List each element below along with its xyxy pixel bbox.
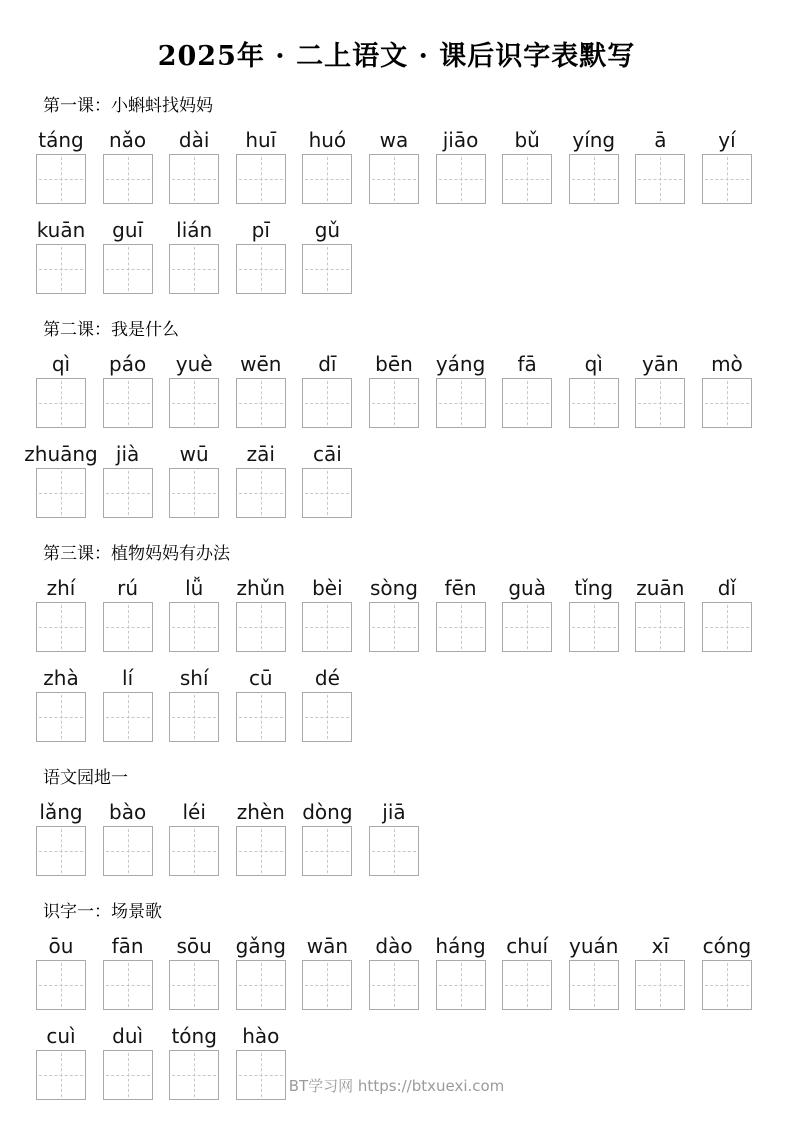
watermark-footer: BT学习网 https://btxuexi.com bbox=[288, 1077, 505, 1095]
section-heading: 第二课：我是什么 bbox=[43, 320, 179, 340]
pinyin-label: háng bbox=[435, 934, 486, 958]
pinyin-label: qì bbox=[51, 352, 71, 376]
pinyin-cell bbox=[569, 933, 619, 1010]
pinyin-label: zāi bbox=[246, 442, 275, 466]
box-center-hline bbox=[305, 627, 349, 628]
writing-box bbox=[236, 154, 286, 204]
pinyin-cell bbox=[36, 217, 86, 294]
pinyin-label: yíng bbox=[572, 128, 616, 152]
pinyin-cell bbox=[502, 351, 552, 428]
writing-box bbox=[369, 154, 419, 204]
box-center-hline bbox=[39, 269, 83, 270]
writing-box bbox=[169, 826, 219, 876]
writing-box bbox=[635, 960, 685, 1010]
section-heading: 第三课：植物妈妈有办法 bbox=[43, 544, 230, 564]
writing-box bbox=[236, 468, 286, 518]
writing-box bbox=[369, 960, 419, 1010]
box-center-hline bbox=[572, 627, 616, 628]
box-center-hline bbox=[305, 269, 349, 270]
pinyin-label: guī bbox=[112, 218, 144, 242]
box-center-hline bbox=[372, 179, 416, 180]
box-center-hline bbox=[638, 627, 682, 628]
pinyin-cell bbox=[103, 351, 153, 428]
pinyin-cell bbox=[236, 665, 286, 742]
pinyin-cell bbox=[169, 665, 219, 742]
pinyin-cell bbox=[236, 575, 286, 652]
pinyin-cell bbox=[302, 933, 352, 1010]
lesson-section bbox=[0, 897, 793, 1100]
pinyin-label: chuí bbox=[506, 934, 549, 958]
writing-box bbox=[502, 602, 552, 652]
pinyin-label: yuán bbox=[569, 934, 619, 958]
writing-box bbox=[36, 244, 86, 294]
pinyin-cell bbox=[169, 441, 219, 518]
writing-box bbox=[302, 960, 352, 1010]
box-center-hline bbox=[439, 179, 483, 180]
writing-box bbox=[302, 154, 352, 204]
pinyin-label: bēn bbox=[375, 352, 413, 376]
writing-box bbox=[369, 602, 419, 652]
writing-box bbox=[236, 378, 286, 428]
writing-box bbox=[169, 468, 219, 518]
pinyin-cell bbox=[169, 933, 219, 1010]
box-center-hline bbox=[39, 627, 83, 628]
box-center-hline bbox=[239, 851, 283, 852]
pinyin-label: léi bbox=[182, 800, 206, 824]
box-center-hline bbox=[239, 179, 283, 180]
pinyin-label: bào bbox=[109, 800, 147, 824]
pinyin-cell bbox=[702, 933, 752, 1010]
pinyin-label: wēn bbox=[240, 352, 282, 376]
pinyin-label: sòng bbox=[369, 576, 418, 600]
writing-box bbox=[169, 244, 219, 294]
section-heading: 识字一：场景歌 bbox=[43, 902, 162, 922]
box-center-hline bbox=[505, 627, 549, 628]
writing-box bbox=[702, 378, 752, 428]
pinyin-cell bbox=[103, 799, 153, 876]
pinyin-label: lián bbox=[176, 218, 213, 242]
box-center-hline bbox=[572, 403, 616, 404]
pinyin-row bbox=[24, 441, 793, 518]
box-center-hline bbox=[172, 269, 216, 270]
page-title: 2025年 · 二上语文 · 课后识字表默写 bbox=[157, 41, 636, 72]
box-center-hline bbox=[106, 403, 150, 404]
pinyin-cell bbox=[103, 575, 153, 652]
pinyin-cell bbox=[635, 127, 685, 204]
pinyin-row bbox=[36, 575, 793, 652]
pinyin-label: cuì bbox=[46, 1024, 76, 1048]
worksheet-body bbox=[0, 91, 793, 1100]
pinyin-row bbox=[36, 799, 793, 876]
box-center-hline bbox=[439, 403, 483, 404]
box-center-hline bbox=[305, 179, 349, 180]
pinyin-cell bbox=[36, 799, 86, 876]
pinyin-label: jià bbox=[115, 442, 140, 466]
lesson-section bbox=[0, 763, 793, 876]
pinyin-label: lǚ bbox=[185, 576, 204, 600]
section-heading: 第一课：小蝌蚪找妈妈 bbox=[43, 96, 213, 116]
box-center-hline bbox=[305, 403, 349, 404]
pinyin-cell bbox=[436, 575, 486, 652]
box-center-hline bbox=[172, 179, 216, 180]
pinyin-label: cū bbox=[248, 666, 273, 690]
box-center-hline bbox=[172, 403, 216, 404]
pinyin-cell bbox=[369, 799, 419, 876]
pinyin-label: xī bbox=[651, 934, 670, 958]
pinyin-cell bbox=[369, 933, 419, 1010]
writing-box bbox=[635, 378, 685, 428]
pinyin-label: zhí bbox=[46, 576, 76, 600]
writing-box bbox=[302, 826, 352, 876]
pinyin-label: nǎo bbox=[109, 128, 147, 152]
box-center-hline bbox=[172, 717, 216, 718]
box-center-hline bbox=[705, 179, 749, 180]
writing-box bbox=[702, 602, 752, 652]
pinyin-label: dài bbox=[178, 128, 210, 152]
pinyin-label: duì bbox=[112, 1024, 144, 1048]
writing-box bbox=[236, 692, 286, 742]
writing-box bbox=[569, 960, 619, 1010]
pinyin-cell bbox=[236, 799, 286, 876]
box-center-hline bbox=[372, 851, 416, 852]
pinyin-label: dòng bbox=[302, 800, 353, 824]
pinyin-label: wa bbox=[379, 128, 409, 152]
pinyin-cell bbox=[436, 933, 486, 1010]
pinyin-label: bèi bbox=[312, 576, 343, 600]
pinyin-cell bbox=[103, 441, 153, 518]
pinyin-cell bbox=[302, 665, 352, 742]
box-center-hline bbox=[106, 717, 150, 718]
pinyin-cell bbox=[702, 351, 752, 428]
writing-box bbox=[103, 960, 153, 1010]
writing-box bbox=[302, 468, 352, 518]
writing-box bbox=[103, 378, 153, 428]
box-center-hline bbox=[372, 627, 416, 628]
pinyin-label: zhuāng bbox=[24, 442, 98, 466]
box-center-hline bbox=[106, 851, 150, 852]
box-center-hline bbox=[372, 985, 416, 986]
pinyin-label: kuān bbox=[36, 218, 86, 242]
box-center-hline bbox=[705, 403, 749, 404]
pinyin-label: rú bbox=[117, 576, 139, 600]
pinyin-label: táng bbox=[38, 128, 84, 152]
writing-box bbox=[103, 602, 153, 652]
pinyin-cell bbox=[302, 127, 352, 204]
pinyin-cell bbox=[436, 127, 486, 204]
box-center-hline bbox=[106, 269, 150, 270]
pinyin-cell bbox=[436, 351, 486, 428]
writing-box bbox=[103, 468, 153, 518]
pinyin-cell bbox=[24, 441, 98, 518]
box-center-hline bbox=[439, 985, 483, 986]
writing-box bbox=[302, 692, 352, 742]
pinyin-label: tǐng bbox=[574, 576, 614, 600]
writing-box bbox=[36, 378, 86, 428]
pinyin-label: fēn bbox=[444, 576, 477, 600]
pinyin-label: lǎng bbox=[39, 800, 83, 824]
box-center-hline bbox=[305, 493, 349, 494]
pinyin-label: zuān bbox=[636, 576, 685, 600]
writing-box bbox=[569, 602, 619, 652]
box-center-hline bbox=[372, 403, 416, 404]
lesson-section bbox=[0, 539, 793, 742]
pinyin-cell bbox=[302, 575, 352, 652]
pinyin-cell bbox=[36, 127, 86, 204]
pinyin-label: dǐ bbox=[717, 576, 737, 600]
pinyin-cell bbox=[36, 665, 86, 742]
box-center-hline bbox=[705, 627, 749, 628]
pinyin-cell bbox=[702, 127, 752, 204]
box-center-hline bbox=[239, 627, 283, 628]
pinyin-cell bbox=[169, 127, 219, 204]
writing-box bbox=[103, 154, 153, 204]
pinyin-cell bbox=[569, 127, 619, 204]
pinyin-label: dé bbox=[314, 666, 340, 690]
lesson-section bbox=[0, 91, 793, 294]
pinyin-cell bbox=[635, 575, 685, 652]
writing-box bbox=[702, 960, 752, 1010]
pinyin-cell bbox=[236, 933, 286, 1010]
box-center-hline bbox=[106, 493, 150, 494]
box-center-hline bbox=[172, 985, 216, 986]
pinyin-cell bbox=[369, 575, 419, 652]
pinyin-cell bbox=[236, 441, 286, 518]
pinyin-label: shí bbox=[179, 666, 209, 690]
pinyin-label: fān bbox=[111, 934, 144, 958]
pinyin-cell bbox=[103, 217, 153, 294]
pinyin-cell bbox=[302, 799, 352, 876]
writing-box bbox=[369, 826, 419, 876]
box-center-hline bbox=[305, 985, 349, 986]
pinyin-cell bbox=[702, 575, 752, 652]
box-center-hline bbox=[705, 985, 749, 986]
writing-box bbox=[36, 826, 86, 876]
box-center-hline bbox=[572, 985, 616, 986]
pinyin-cell bbox=[635, 351, 685, 428]
box-center-hline bbox=[239, 717, 283, 718]
writing-box bbox=[36, 154, 86, 204]
pinyin-row bbox=[36, 351, 793, 428]
box-center-hline bbox=[572, 179, 616, 180]
box-center-hline bbox=[172, 493, 216, 494]
writing-box bbox=[502, 154, 552, 204]
pinyin-label: tóng bbox=[171, 1024, 217, 1048]
pinyin-label: zhǔn bbox=[236, 576, 286, 600]
box-center-hline bbox=[39, 717, 83, 718]
section-heading: 语文园地一 bbox=[43, 768, 128, 788]
pinyin-label: zhèn bbox=[236, 800, 285, 824]
writing-box bbox=[169, 602, 219, 652]
pinyin-label: páo bbox=[109, 352, 147, 376]
writing-box bbox=[502, 960, 552, 1010]
writing-box bbox=[436, 154, 486, 204]
writing-box bbox=[302, 378, 352, 428]
box-center-hline bbox=[305, 717, 349, 718]
pinyin-label: jiāo bbox=[442, 128, 479, 152]
pinyin-cell bbox=[236, 127, 286, 204]
pinyin-cell bbox=[169, 351, 219, 428]
pinyin-label: dào bbox=[375, 934, 413, 958]
pinyin-label: bǔ bbox=[514, 128, 540, 152]
box-center-hline bbox=[106, 985, 150, 986]
pinyin-cell bbox=[36, 575, 86, 652]
pinyin-cell bbox=[369, 351, 419, 428]
pinyin-label: pī bbox=[251, 218, 270, 242]
writing-box bbox=[36, 692, 86, 742]
pinyin-label: huó bbox=[308, 128, 347, 152]
box-center-hline bbox=[239, 493, 283, 494]
writing-box bbox=[36, 602, 86, 652]
writing-box bbox=[502, 378, 552, 428]
box-center-hline bbox=[106, 179, 150, 180]
writing-box bbox=[103, 244, 153, 294]
pinyin-row bbox=[36, 217, 793, 294]
pinyin-cell bbox=[302, 441, 352, 518]
pinyin-cell bbox=[502, 575, 552, 652]
writing-box bbox=[169, 154, 219, 204]
box-center-hline bbox=[505, 179, 549, 180]
pinyin-label: wū bbox=[179, 442, 209, 466]
pinyin-cell bbox=[236, 217, 286, 294]
box-center-hline bbox=[439, 627, 483, 628]
pinyin-label: cóng bbox=[702, 934, 752, 958]
pinyin-label: fā bbox=[517, 352, 537, 376]
writing-box bbox=[103, 692, 153, 742]
pinyin-cell bbox=[569, 351, 619, 428]
box-center-hline bbox=[106, 627, 150, 628]
pinyin-cell bbox=[103, 127, 153, 204]
box-center-hline bbox=[239, 403, 283, 404]
pinyin-label: jiā bbox=[382, 800, 406, 824]
writing-box bbox=[635, 154, 685, 204]
pinyin-label: qì bbox=[584, 352, 603, 376]
pinyin-cell bbox=[36, 933, 86, 1010]
pinyin-label: yān bbox=[641, 352, 679, 376]
writing-box bbox=[369, 378, 419, 428]
box-center-hline bbox=[39, 179, 83, 180]
pinyin-label: mò bbox=[711, 352, 743, 376]
pinyin-label: yuè bbox=[175, 352, 213, 376]
pinyin-label: yí bbox=[718, 128, 736, 152]
pinyin-label: huī bbox=[245, 128, 277, 152]
pinyin-label: yáng bbox=[435, 352, 486, 376]
box-center-hline bbox=[239, 985, 283, 986]
writing-box bbox=[236, 244, 286, 294]
box-center-hline bbox=[172, 851, 216, 852]
pinyin-label: lí bbox=[122, 666, 134, 690]
writing-box bbox=[702, 154, 752, 204]
box-center-hline bbox=[638, 403, 682, 404]
writing-box bbox=[169, 960, 219, 1010]
writing-box bbox=[236, 602, 286, 652]
writing-box bbox=[569, 154, 619, 204]
box-center-hline bbox=[39, 403, 83, 404]
box-center-hline bbox=[505, 403, 549, 404]
pinyin-cell bbox=[103, 665, 153, 742]
writing-box bbox=[103, 826, 153, 876]
pinyin-cell bbox=[502, 933, 552, 1010]
writing-box bbox=[436, 378, 486, 428]
pinyin-label: guà bbox=[508, 576, 546, 600]
pinyin-cell bbox=[569, 575, 619, 652]
box-center-hline bbox=[638, 985, 682, 986]
pinyin-label: zhà bbox=[43, 666, 79, 690]
box-center-hline bbox=[505, 985, 549, 986]
pinyin-row bbox=[36, 665, 793, 742]
pinyin-cell bbox=[103, 933, 153, 1010]
writing-box bbox=[169, 692, 219, 742]
writing-box bbox=[36, 960, 86, 1010]
writing-box bbox=[569, 378, 619, 428]
pinyin-cell bbox=[169, 217, 219, 294]
pinyin-cell bbox=[236, 351, 286, 428]
box-center-hline bbox=[305, 851, 349, 852]
pinyin-label: gǔ bbox=[314, 218, 341, 242]
box-center-hline bbox=[39, 985, 83, 986]
writing-box bbox=[436, 602, 486, 652]
writing-box bbox=[236, 960, 286, 1010]
box-center-hline bbox=[239, 269, 283, 270]
pinyin-label: wān bbox=[306, 934, 349, 958]
writing-box bbox=[169, 378, 219, 428]
pinyin-cell bbox=[635, 933, 685, 1010]
pinyin-cell bbox=[36, 351, 86, 428]
writing-box bbox=[302, 602, 352, 652]
pinyin-label: ōu bbox=[48, 934, 74, 958]
writing-box bbox=[302, 244, 352, 294]
pinyin-cell bbox=[502, 127, 552, 204]
pinyin-cell bbox=[169, 575, 219, 652]
box-center-hline bbox=[39, 851, 83, 852]
pinyin-label: gǎng bbox=[235, 934, 286, 958]
pinyin-label: dī bbox=[318, 352, 337, 376]
writing-box bbox=[236, 826, 286, 876]
pinyin-label: hào bbox=[242, 1024, 280, 1048]
writing-box bbox=[436, 960, 486, 1010]
pinyin-label: ā bbox=[654, 128, 667, 152]
pinyin-row bbox=[36, 127, 793, 204]
writing-box bbox=[36, 468, 86, 518]
writing-box bbox=[635, 602, 685, 652]
pinyin-cell bbox=[369, 127, 419, 204]
pinyin-cell bbox=[302, 351, 352, 428]
box-center-hline bbox=[172, 627, 216, 628]
pinyin-cell bbox=[169, 799, 219, 876]
pinyin-cell bbox=[302, 217, 352, 294]
lesson-section bbox=[0, 315, 793, 518]
pinyin-label: cāi bbox=[312, 442, 342, 466]
box-center-hline bbox=[39, 493, 83, 494]
pinyin-label: sōu bbox=[176, 934, 212, 958]
pinyin-row bbox=[36, 933, 793, 1010]
box-center-hline bbox=[638, 179, 682, 180]
